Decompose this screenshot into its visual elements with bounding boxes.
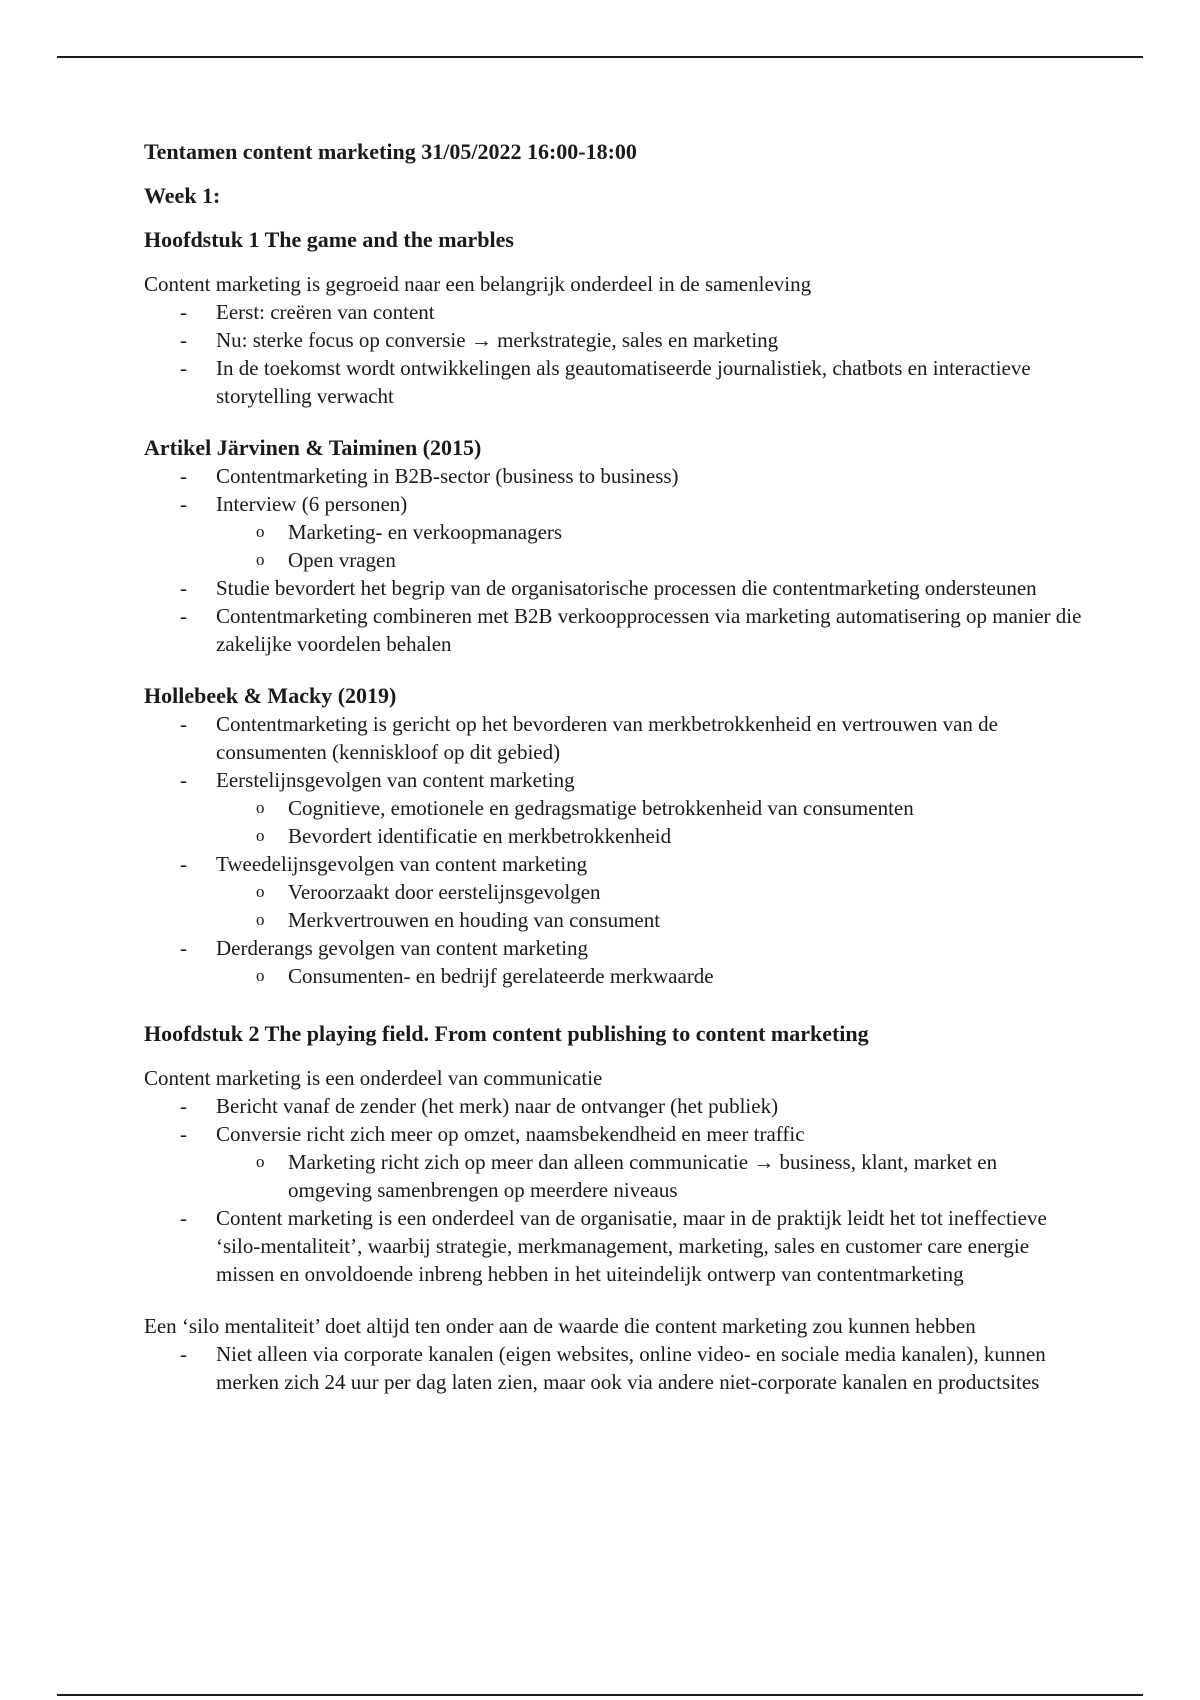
dash-marker: -: [180, 1094, 187, 1118]
circle-marker: o: [256, 826, 265, 845]
dash-marker: -: [180, 1206, 187, 1230]
circle-marker: o: [256, 522, 265, 541]
dash-marker: -: [180, 712, 187, 736]
circle-marker: o: [256, 1152, 265, 1171]
sub-bullet-list: [144, 1148, 1084, 1204]
sub-list-item: [144, 962, 1084, 990]
spacer: [144, 658, 1084, 682]
section-intro: Een ‘silo mentaliteit’ doet altijd ten onder aan de waarde die content marketing zou kunnen hebben: [144, 1314, 976, 1338]
bullet-list: [144, 298, 1084, 410]
list-item-text: Contentmarketing in B2B-sector (business to business): [216, 464, 679, 488]
circle-marker: o: [256, 910, 265, 929]
dash-marker: -: [180, 576, 187, 600]
dash-marker: -: [180, 1342, 187, 1366]
bullet-list: [144, 1340, 1084, 1396]
circle-marker: o: [256, 882, 265, 901]
sub-bullet-list: [144, 878, 1084, 934]
sub-list-item-text: Marketing richt zich op meer dan alleen communicatie → business, klant, market en omgeving samenbrengen op meerdere niveaus: [288, 1150, 998, 1202]
spacer: [144, 1048, 1084, 1064]
sub-list-item: [144, 906, 1084, 934]
sub-list-item-text: Open vragen: [288, 548, 396, 572]
list-item-text: Niet alleen via corporate kanalen (eigen websites, online video- en sociale media kanalen), kunnen merken zich 24 uur per dag laten zien, maar ook via andere niet-corporate kanalen en productsites: [216, 1342, 1046, 1394]
spacer: [144, 254, 1084, 270]
sub-bullet-list: [144, 962, 1084, 990]
bottom-rule: [57, 1694, 1143, 1696]
circle-marker: o: [256, 966, 265, 985]
list-item-text: Eerstelijnsgevolgen van content marketing: [216, 768, 575, 792]
section-intro: Content marketing is een onderdeel van communicatie: [144, 1066, 603, 1090]
list-item-text: In de toekomst wordt ontwikkelingen als geautomatiseerde journalistiek, chatbots en interactieve storytelling verwacht: [216, 356, 1031, 408]
list-item: [144, 1204, 1084, 1288]
dash-marker: -: [180, 356, 187, 380]
dash-marker: -: [180, 604, 187, 628]
list-item-text: Eerst: creëren van content: [216, 300, 435, 324]
list-item: [144, 298, 1084, 326]
spacer: [144, 990, 1084, 1020]
sub-list-item: [144, 878, 1084, 906]
sub-bullet-list: [144, 518, 1084, 574]
sub-bullet-list: [144, 794, 1084, 850]
list-item-text: Conversie richt zich meer op omzet, naamsbekendheid en meer traffic: [216, 1122, 805, 1146]
list-item-text: Bericht vanaf de zender (het merk) naar de ontvanger (het publiek): [216, 1094, 779, 1118]
dash-marker: -: [180, 936, 187, 960]
list-item: [144, 1340, 1084, 1396]
list-item-text: Tweedelijnsgevolgen van content marketing: [216, 852, 588, 876]
dash-marker: -: [180, 492, 187, 516]
document-body: [144, 138, 1084, 1396]
bullet-list: [144, 1092, 1084, 1288]
dash-marker: -: [180, 328, 187, 352]
circle-marker: o: [256, 550, 265, 569]
sub-list-item: [144, 518, 1084, 546]
sub-list-item-text: Consumenten- en bedrijf gerelateerde merkwaarde: [288, 964, 714, 988]
list-item-text: Content marketing is een onderdeel van de organisatie, maar in de praktijk leidt het tot ineffectieve ‘silo-mentaliteit’, waarbij strategie, merkmanagement, marketing, sales en customer care energie missen en onvoldoende inbreng hebben in het uiteindelijk ontwerp van contentmarketing: [216, 1206, 1047, 1286]
dash-marker: -: [180, 768, 187, 792]
list-item: [144, 850, 1084, 934]
list-item: [144, 354, 1084, 410]
list-item-text: Nu: sterke focus op conversie → merkstrategie, sales en marketing: [216, 328, 779, 352]
dash-marker: -: [180, 300, 187, 324]
list-item: [144, 934, 1084, 990]
sub-list-item: [144, 546, 1084, 574]
list-item-text: Contentmarketing is gericht op het bevorderen van merkbetrokkenheid en vertrouwen van de consumenten (kenniskloof op dit gebied): [216, 712, 998, 764]
list-item: [144, 766, 1084, 850]
list-item-text: Studie bevordert het begrip van de organisatorische processen die contentmarketing ondersteunen: [216, 576, 1037, 600]
list-item-text: Derderangs gevolgen van content marketing: [216, 936, 589, 960]
section-heading: Hoofdstuk 2 The playing field. From content publishing to content marketing: [144, 1021, 869, 1046]
list-item: [144, 602, 1084, 658]
top-rule: [57, 56, 1143, 58]
sub-list-item: [144, 794, 1084, 822]
list-item: [144, 710, 1084, 766]
sub-list-item-text: Merkvertrouwen en houding van consument: [288, 908, 661, 932]
list-item: [144, 326, 1084, 354]
list-item: [144, 1092, 1084, 1120]
list-item: [144, 490, 1084, 574]
circle-marker: o: [256, 798, 265, 817]
sub-list-item-text: Cognitieve, emotionele en gedragsmatige betrokkenheid van consumenten: [288, 796, 914, 820]
list-item: [144, 1120, 1084, 1204]
dash-marker: -: [180, 852, 187, 876]
list-item-text: Interview (6 personen): [216, 492, 408, 516]
bullet-list: [144, 710, 1084, 990]
document-title: Tentamen content marketing 31/05/2022 16:00-18:00: [144, 139, 637, 164]
section-heading: Hoofdstuk 1 The game and the marbles: [144, 227, 514, 252]
sub-list-item: [144, 1148, 1084, 1204]
week-label: Week 1:: [144, 183, 221, 208]
sub-list-item: [144, 822, 1084, 850]
list-item: [144, 462, 1084, 490]
bullet-list: [144, 462, 1084, 658]
list-item-text: Contentmarketing combineren met B2B verkoopprocessen via marketing automatisering op manier die zakelijke voordelen behalen: [216, 604, 1082, 656]
dash-marker: -: [180, 1122, 187, 1146]
dash-marker: -: [180, 464, 187, 488]
spacer: [144, 1288, 1084, 1312]
sub-list-item-text: Marketing- en verkoopmanagers: [288, 520, 563, 544]
section-heading: Hollebeek & Macky (2019): [144, 683, 397, 708]
sub-list-item-text: Veroorzaakt door eerstelijnsgevolgen: [288, 880, 601, 904]
sub-list-item-text: Bevordert identificatie en merkbetrokkenheid: [288, 824, 672, 848]
section-heading: Artikel Järvinen & Taiminen (2015): [144, 435, 482, 460]
spacer: [144, 410, 1084, 434]
section-intro: Content marketing is gegroeid naar een belangrijk onderdeel in de samenleving: [144, 272, 812, 296]
list-item: [144, 574, 1084, 602]
